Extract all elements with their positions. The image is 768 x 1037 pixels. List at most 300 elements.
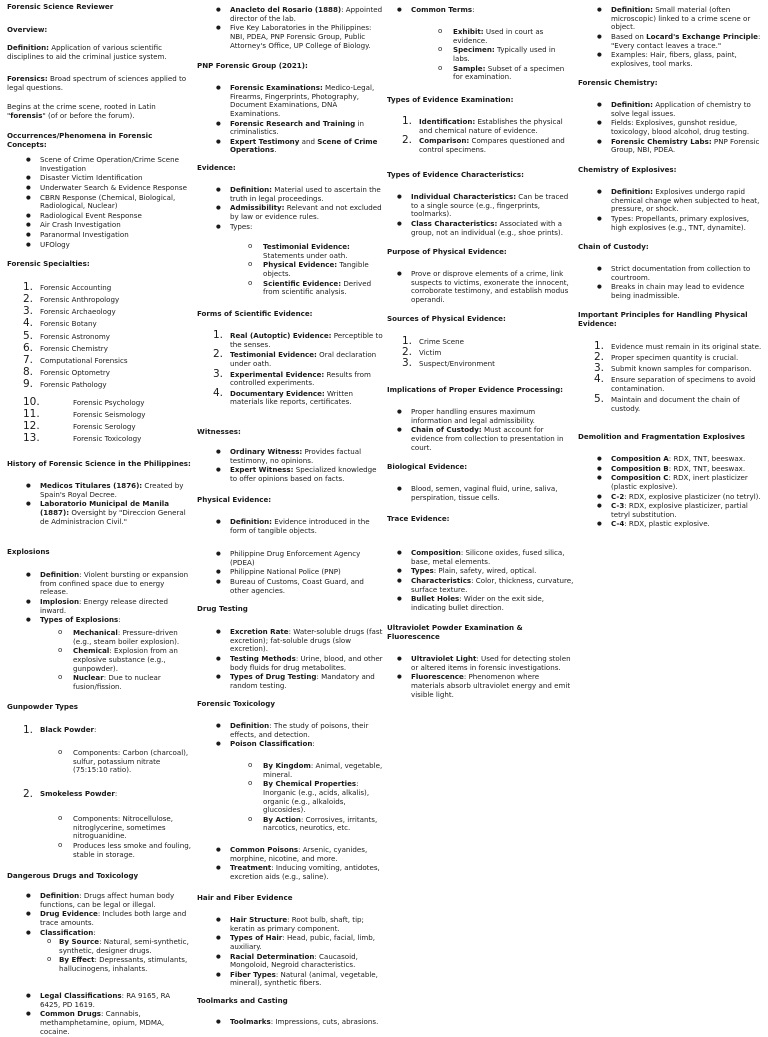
section-heading: Forensic Toxicology [197, 699, 275, 708]
body-text: Maintain and document the chain of custody. [611, 395, 740, 413]
list-item [578, 351, 762, 364]
body-text: : [312, 739, 315, 749]
list-number: 9. [23, 378, 34, 391]
section-heading: Types of Evidence Examination: [387, 95, 514, 104]
section-list [7, 749, 191, 775]
list-item [578, 138, 762, 155]
body-text: Evidence introduced in the form of tangible objects. [230, 517, 370, 535]
body-text: : RDX, TNT, beeswax. [668, 463, 746, 473]
bold-term: Definition [230, 721, 270, 730]
list-item [7, 598, 191, 615]
section-list [197, 916, 383, 988]
list-item [578, 215, 762, 232]
list-item [7, 221, 191, 230]
section-list [197, 186, 383, 231]
list-item [7, 231, 191, 240]
bold-term: Drug Evidence [40, 909, 98, 919]
bold-term: Fiber Types [230, 969, 276, 979]
body-text: Forensic Chemistry [40, 343, 108, 353]
body-text: Application of various scientific disciplines to aid the criminal justice system. [7, 43, 167, 61]
list-item [578, 362, 762, 375]
section-list [7, 815, 191, 859]
list-item [387, 134, 574, 154]
list-item [197, 223, 383, 232]
body-text: Derived from scientific analysis. [263, 278, 372, 297]
list-item [7, 156, 191, 173]
section-heading: Sources of Physical Evidence: [387, 314, 506, 323]
body-text: : Inducing vomiting, antidotes, excretion aids (e.g., saline). [230, 863, 380, 881]
bold-term: Racial Determination [230, 951, 315, 961]
list-number: 4. [594, 373, 605, 386]
body-text: Breaks in chain may lead to evidence being inadmissible. [611, 282, 745, 300]
list-number: 2. [402, 346, 413, 359]
list-item [578, 465, 762, 474]
list-item [387, 549, 574, 566]
section-list [387, 655, 574, 699]
section-list [197, 518, 383, 535]
list-number: 10. [23, 396, 40, 408]
section-heading: PNP Forensic Group (2021): [197, 61, 308, 70]
bold-term: Chemical [73, 646, 110, 656]
body-text: : Explosion from an explosive substance (e.g., gunpowder). [73, 646, 178, 673]
body-text: : Natural (animal, vegetable, mineral), synthetic fibers. [230, 969, 378, 988]
list-number: 6. [23, 341, 34, 354]
section-list [387, 408, 574, 452]
list-item [387, 357, 574, 370]
body-text: Forensic Botany [40, 319, 97, 329]
section-list [578, 455, 762, 529]
list-item [197, 1018, 383, 1027]
list-item [7, 432, 191, 445]
bold-term: Toolmarks [230, 1017, 271, 1026]
body-text: : Natural, semi-synthetic, synthetic, designer drugs. [59, 937, 189, 955]
body-text: Material used to ascertain the truth in legal proceedings. [230, 185, 381, 203]
bold-term: Poison Classification [230, 739, 313, 749]
bold-term: Forensic Examinations: [230, 83, 323, 92]
body-text: : Urine, blood, and other body fluids for drug metabolites. [230, 653, 383, 672]
bold-term: Locard's Exchange Principle [646, 31, 758, 41]
list-number: 11. [23, 408, 40, 421]
list-item [197, 261, 383, 278]
list-item [387, 426, 574, 452]
bold-term: Black Powder [40, 725, 95, 734]
bold-term: Admissibility: [230, 203, 285, 213]
body-text: : Caucasoid, Mongoloid, Negroid characteristics. [230, 951, 358, 970]
body-text: Relevant and not excluded by law or evidence rules. [230, 203, 382, 221]
section-list [7, 938, 191, 974]
body-text: : Violent bursting or expansion from confined space due to energy release. [40, 570, 189, 597]
body-text: Forensic Toxicology [73, 434, 142, 444]
list-item [387, 193, 574, 219]
section-list [7, 790, 191, 799]
list-number: 1. [402, 115, 413, 127]
body-text: Provides factual testimony, no opinions. [230, 447, 362, 465]
bold-term: C-4 [611, 519, 625, 529]
list-item [7, 341, 191, 354]
body-text: : Inorganic (e.g., acids, alkalis), organic (e.g., alkaloids, glucosides). [263, 779, 370, 815]
bold-term: By Chemical Properties [263, 779, 357, 789]
list-item [7, 815, 191, 841]
body-text: Associated with a group, not an individual (e.g., shoe prints). [411, 218, 563, 237]
list-number: 2. [23, 293, 34, 306]
list-item [197, 673, 383, 690]
list-item [7, 629, 191, 646]
section-list [7, 629, 191, 691]
list-number: 5. [594, 393, 605, 406]
body-text: : RDX, plastic explosive. [624, 519, 710, 529]
body-text: Begins at the crime scene, rooted in Latin " [7, 102, 156, 120]
list-item [578, 455, 762, 464]
list-item [197, 6, 383, 23]
section-heading: Chemistry of Explosives: [578, 165, 677, 174]
list-number: 5. [23, 329, 34, 342]
body-text: : [93, 927, 96, 937]
section-heading: Implications of Proper Evidence Processing: [387, 385, 564, 394]
section-heading: Gunpowder Types [7, 702, 79, 711]
bold-term: Chain of Custody: [411, 425, 482, 435]
body-text: Establishes the physical and chemical nature of evidence. [419, 117, 563, 135]
list-item [7, 212, 191, 221]
bold-term: Identification: [419, 117, 476, 126]
body-text: : Root bulb, shaft, tip; keratin as primary component. [230, 915, 364, 933]
section-list [7, 571, 191, 625]
body-text: Air Crash Investigation [40, 220, 121, 230]
bold-term: Forensic Research and Training [230, 118, 356, 128]
bold-term: Excretion Rate [230, 627, 289, 636]
body-text: Used in court as evidence. [453, 27, 544, 45]
bold-term: Treatment [230, 863, 272, 873]
bold-term: Composition C [611, 473, 669, 483]
bold-term: Types of Hair [230, 933, 283, 943]
body-text: UFOlogy [40, 239, 70, 249]
bold-term: Hair Structure [230, 915, 288, 924]
section-list [7, 396, 191, 445]
section-list [197, 243, 383, 297]
bold-term: Classification [40, 927, 94, 937]
bold-term: Medicos Titulares (1876): [40, 481, 143, 490]
list-item [197, 348, 383, 368]
list-item [197, 243, 383, 260]
body-text: Produces less smoke and fouling, stable in storage. [73, 840, 191, 859]
bold-term: Definition: [230, 185, 273, 194]
list-item [7, 174, 191, 183]
body-text: . [274, 145, 277, 155]
body-text: : [114, 789, 118, 798]
section-list [197, 448, 383, 484]
body-text: Forensic Archaeology [40, 307, 116, 317]
list-item [197, 971, 383, 988]
list-item [7, 194, 191, 211]
body-text: Small material (often microscopic) linked to a crime scene or object. [611, 5, 751, 32]
section-list [387, 193, 574, 237]
bold-term: Anacleto del Rosario (1888) [230, 5, 342, 14]
section-heading: Forms of Scientific Evidence: [197, 309, 313, 318]
bold-term: Sample: [453, 63, 486, 73]
list-item [387, 655, 574, 672]
list-number: 4. [23, 317, 34, 330]
body-text: Forensic Anthropology [40, 295, 120, 305]
body-text: Results from controlled experiments. [230, 369, 371, 388]
list-item [7, 571, 191, 597]
list-number: 1. [402, 335, 413, 347]
section-heading: Chain of Custody: [578, 242, 649, 251]
list-item [7, 365, 191, 378]
list-item [197, 518, 383, 535]
bold-term: Forensics: [7, 74, 48, 83]
list-item [387, 46, 574, 63]
list-item [578, 373, 762, 394]
bold-term: Scene of Crime Operations [230, 136, 378, 155]
body-text: Strict documentation from collection to courtroom. [611, 264, 751, 282]
bold-term: Forensic Chemistry Labs: [611, 136, 712, 146]
section-list [578, 101, 762, 155]
list-item [578, 283, 762, 300]
section-heading: Demolition and Fragmentation Explosives [578, 432, 745, 441]
body-text: Forensic Pathology [40, 380, 107, 390]
list-number: 1. [23, 281, 34, 293]
body-text: : RDX, explosive plasticizer, partial tetryl substitution. [611, 501, 748, 519]
bold-term: By Kingdom [263, 761, 311, 770]
body-text: Radiological Event Response [40, 210, 142, 220]
list-item [197, 568, 383, 577]
section-list [7, 281, 191, 391]
section-list [387, 115, 574, 155]
body-text: : Drugs affect human body functions, can be legal or illegal. [40, 891, 175, 909]
list-item [7, 281, 191, 293]
body-text: Disaster Victim Identification [40, 173, 143, 183]
section-list [387, 6, 574, 15]
section-heading: Overview: [7, 25, 48, 34]
list-number: 3. [213, 367, 224, 380]
body-text: : Head, pubic, facial, limb, auxiliary. [230, 933, 376, 951]
section-heading: Dangerous Drugs and Toxicology [7, 871, 139, 880]
section-list [7, 992, 191, 1036]
list-item [197, 329, 383, 349]
body-text: Tangible objects. [263, 260, 369, 278]
body-text: : [118, 615, 121, 625]
list-number: 3. [594, 362, 605, 375]
list-item [7, 420, 191, 433]
body-text: Suspect/Environment [419, 359, 495, 369]
list-item [197, 846, 383, 863]
section-list [578, 265, 762, 301]
list-number: 1. [594, 340, 605, 352]
list-item [387, 6, 574, 15]
section-list [387, 485, 574, 502]
body-text: : Corrosives, irritants, narcotics, neurotics, etc. [263, 814, 378, 833]
list-item [7, 305, 191, 318]
list-item [197, 953, 383, 970]
body-text: Based on [611, 31, 647, 41]
list-item [578, 493, 762, 502]
body-text: : RDX, explosive plasticizer (no tetryl). [624, 491, 761, 501]
list-item [578, 51, 762, 68]
body-text: : Arsenic, cyanides, morphine, nicotine, and more. [230, 845, 368, 863]
list-item [578, 520, 762, 529]
body-text: Forensic Seismology [73, 410, 146, 420]
section-list [197, 550, 383, 595]
list-item [7, 910, 191, 927]
body-text: CBRN Response (Chemical, Biological, Radiological, Nuclear) [40, 192, 176, 211]
bold-term: Exhibit: [453, 27, 484, 36]
bold-term: Definition [40, 891, 80, 900]
section-list [7, 892, 191, 937]
bold-term: Types of Explosions [40, 615, 119, 625]
bold-term: Real (Autoptic) Evidence: [230, 331, 332, 340]
body-text: Blood, semen, vaginal fluid, urine, saliva, perspiration, tissue cells. [411, 484, 558, 502]
list-item [7, 616, 191, 625]
bold-term: Specimen: [453, 45, 495, 55]
body-text: Components: Carbon (charcoal), sulfur, potassium nitrate (75:15:10 ratio). [73, 748, 189, 775]
bold-term: Nuclear [73, 673, 104, 683]
list-item [197, 550, 383, 567]
section-heading: Occurrences/Phenomena in Forensic Concepts: [7, 131, 153, 149]
body-text: Subset of a specimen for examination. [453, 63, 565, 82]
bold-term: Expert Witness: [230, 465, 294, 475]
list-number: 2. [402, 134, 413, 147]
list-item [387, 595, 574, 612]
list-item [197, 655, 383, 672]
body-text: : [472, 5, 475, 14]
section-heading: Ultraviolet Powder Examination & Fluorescence [387, 623, 523, 641]
list-item [7, 482, 191, 499]
list-item [578, 188, 762, 214]
section-heading: Forensic Specialties: [7, 259, 90, 268]
bold-term: Smokeless Powder [40, 789, 115, 798]
section-heading: Forensic Science Reviewer [7, 3, 114, 11]
body-text: Statements under oath. [263, 250, 348, 260]
body-text: Prove or disprove elements of a crime, link suspects to victims, exonerate the innocent, corroborate testimony, and establish modus operandi. [411, 269, 569, 304]
list-number: 12. [23, 420, 40, 433]
list-number: 1. [213, 329, 224, 341]
bold-term: C-2 [611, 491, 625, 501]
body-text: " (of or before the forum). [42, 110, 135, 120]
body-text: : RA 9165, RA 6425, PD 1619. [40, 991, 171, 1009]
section-list [578, 6, 762, 68]
list-item [387, 485, 574, 502]
body-text: : Pressure-driven (e.g., steam boiler explosion). [73, 628, 180, 646]
list-item [197, 138, 383, 155]
body-text: : Depressants, stimulants, hallucinogens, inhalants. [59, 955, 188, 974]
list-number: 3. [402, 357, 413, 370]
bold-term: C-3 [611, 501, 625, 511]
list-item [7, 408, 191, 421]
list-item [7, 500, 191, 526]
body-text: in criminalistics. [230, 118, 364, 137]
list-item [387, 65, 574, 82]
section-heading: Toolmarks and Casting [197, 996, 288, 1005]
list-item [7, 241, 191, 250]
list-item [197, 466, 383, 483]
body-text: Paranormal Investigation [40, 230, 129, 240]
body-text: Ensure separation of specimens to avoid contamination. [611, 375, 756, 394]
section-list [387, 549, 574, 612]
bold-term: Scientific Evidence: [263, 278, 342, 288]
list-item [578, 119, 762, 136]
section-heading: Important Principles for Handling Physical Evidence: [578, 310, 748, 328]
list-item [197, 934, 383, 951]
paragraph [7, 75, 191, 92]
body-text: Philippine Drug Enforcement Agency (PDEA) [230, 549, 361, 567]
body-text: Oral declaration under oath. [230, 350, 377, 368]
bold-term: By Effect [59, 955, 95, 965]
body-text: : [94, 725, 97, 734]
bold-term: Definition: [611, 187, 654, 196]
list-item [7, 293, 191, 306]
body-text: Underwater Search & Evidence Response [40, 182, 187, 192]
bold-term: Expert Testimony [230, 136, 300, 146]
list-item [7, 956, 191, 973]
body-text: Written materials like reports, certificates. [230, 388, 353, 407]
body-text: : Due to nuclear fusion/fission. [73, 673, 161, 691]
list-item [197, 120, 383, 137]
body-text: Types: [230, 221, 253, 231]
bold-term: Implosion [40, 596, 79, 606]
body-text: : The study of poisons, their effects, and detection. [230, 721, 369, 739]
body-text: Specialized knowledge to offer opinions based on facts. [230, 465, 377, 483]
list-item [197, 628, 383, 654]
list-item [578, 101, 762, 118]
list-item [387, 270, 574, 305]
list-item [197, 762, 383, 779]
section-heading: Explosions [7, 547, 50, 556]
bold-term: Physical Evidence: [263, 260, 338, 270]
bold-term: Comparison: [419, 136, 470, 146]
list-item [7, 938, 191, 955]
list-item [387, 346, 574, 359]
section-list [197, 1018, 383, 1027]
body-text: Computational Forensics [40, 355, 128, 365]
body-text: Forensic Astronomy [40, 331, 110, 341]
body-text: : Used for detecting stolen or altered items in forensic investigations. [411, 654, 571, 672]
section-heading: History of Forensic Science in the Philippines: [7, 459, 191, 468]
body-text: Typically used in labs. [453, 45, 556, 63]
body-text: Five Key Laboratories in the Philippines: NBI, PDEA, PNP Forensic Group, Public Attorney's Office, UP College of Biology. [230, 23, 372, 50]
body-text: : Phenomenon where materials absorb ultraviolet energy and emit visible light. [411, 672, 571, 699]
body-text: and [299, 136, 318, 146]
list-item [578, 474, 762, 491]
list-item [387, 28, 574, 45]
body-text: : Wider on the exit side, indicating bullet direction. [411, 594, 545, 612]
list-item [387, 335, 574, 347]
list-item [7, 929, 191, 938]
section-list [7, 726, 191, 735]
list-item [7, 378, 191, 391]
bold-term: Mechanical [73, 628, 118, 637]
body-text: Crime Scene [419, 337, 464, 346]
list-item [197, 367, 383, 388]
list-item [197, 816, 383, 833]
bold-term: Legal Classifications [40, 991, 122, 1001]
list-item [197, 186, 383, 203]
body-text: Must account for evidence from collection to presentation in court. [411, 425, 564, 452]
bold-term: Composition A [611, 454, 669, 463]
column-3 [387, 3, 574, 700]
list-item [197, 916, 383, 933]
list-item [7, 674, 191, 691]
body-text: Medico-Legal, Firearms, Fingerprints, Photography, Document Examinations, DNA Examinations. [230, 83, 375, 118]
bold-term: Experimental Evidence: [230, 369, 325, 379]
body-text: Evidence must remain in its original state. [611, 342, 762, 351]
section-list [7, 156, 191, 249]
body-text: PNP Forensic Group, NBI, PDEA. [611, 136, 760, 155]
body-text: : Water-soluble drugs (fast excretion); fat-soluble drugs (slow excretion). [230, 627, 383, 654]
list-number: 8. [23, 365, 34, 378]
bold-term: Types of Drug Testing [230, 672, 317, 682]
section-heading: Forensic Chemistry: [578, 78, 658, 87]
list-item [197, 24, 383, 50]
body-text: Types: Propellants, primary explosives, high explosives (e.g., TNT, dynamite). [611, 213, 749, 232]
